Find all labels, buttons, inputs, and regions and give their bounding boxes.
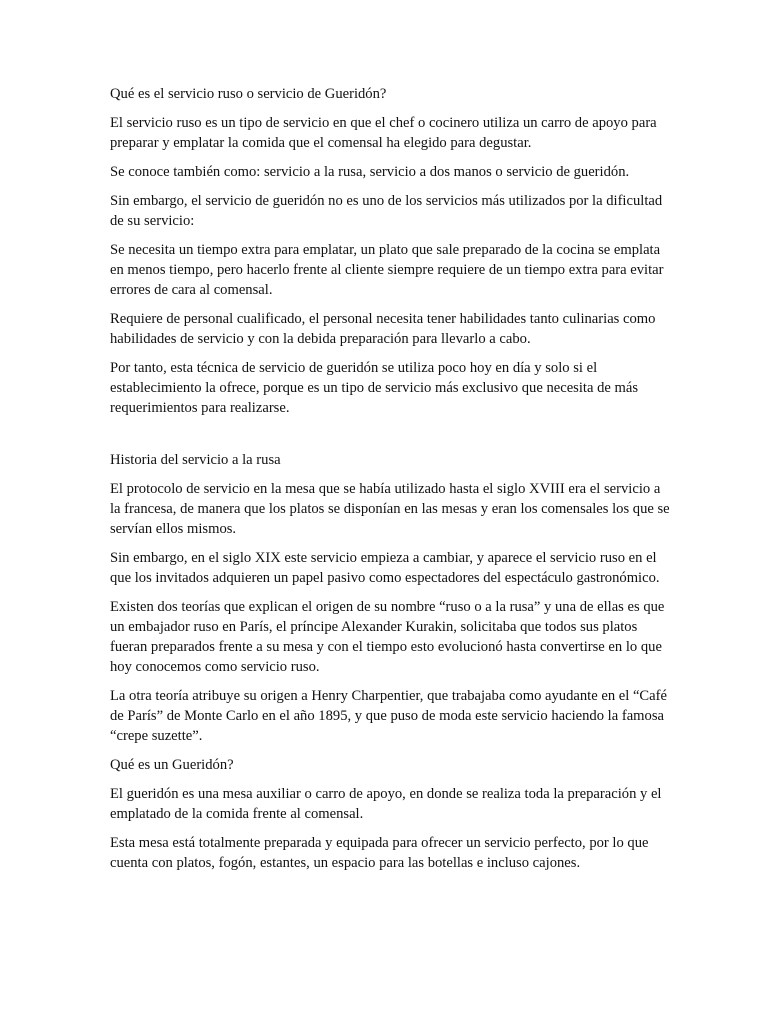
document-body [110, 84, 670, 882]
paragraph: El servicio ruso es un tipo de servicio en que el chef o cocinero utiliza un carro de apoyo para preparar y emplatar la comida que el comensal ha elegido para degustar. [110, 115, 657, 151]
paragraph: La otra teoría atribuye su origen a Henry Charpentier, que trabajaba como ayudante en el “Café de París” de Monte Carlo en el año 1895, y que puso de moda este servicio haciendo la famosa “crepe suzette”. [110, 688, 667, 744]
paragraph: Sin embargo, el servicio de gueridón no es uno de los servicios más utilizados por la dificultad de su servicio: [110, 193, 663, 229]
paragraph: El gueridón es una mesa auxiliar o carro de apoyo, en donde se realiza toda la preparación y el emplatado de la comida frente al comensal. [110, 786, 662, 822]
heading-servicio-ruso: Qué es el servicio ruso o servicio de Gueridón? [110, 86, 387, 102]
paragraph: Se conoce también como: servicio a la rusa, servicio a dos manos o servicio de gueridón. [110, 164, 630, 180]
paragraph: Se necesita un tiempo extra para emplatar, un plato que sale preparado de la cocina se emplata en menos tiempo, pero hacerlo frente al cliente siempre requiere de un tiempo extra para evitar errores de cara al comensal. [110, 242, 664, 298]
paragraph: Por tanto, esta técnica de servicio de gueridón se utiliza poco hoy en día y solo si el establecimiento la ofrece, porque es un tipo de servicio más exclusivo que necesita de más requerimientos para realizarse. [110, 360, 639, 416]
paragraph: El protocolo de servicio en la mesa que se había utilizado hasta el siglo XVIII era el servicio a la francesa, de manera que los platos se disponían en las mesas y eran los comensales los que se servían ellos mismos. [110, 481, 670, 537]
paragraph: Esta mesa está totalmente preparada y equipada para ofrecer un servicio perfecto, por lo que cuenta con platos, fogón, estantes, un espacio para las botellas e incluso cajones. [110, 835, 649, 871]
paragraph: Requiere de personal cualificado, el personal necesita tener habilidades tanto culinarias como habilidades de servicio y con la debida preparación para llevarlo a cabo. [110, 311, 656, 347]
paragraph: Existen dos teorías que explican el origen de su nombre “ruso o a la rusa” y una de ellas es que un embajador ruso en París, el príncipe Alexander Kurakin, solicitaba que todos sus platos fueran preparados frente a su mesa y con el tiempo esto evolucionó hasta convertirse en lo que hoy conocemos como servicio ruso. [110, 599, 665, 675]
paragraph: Sin embargo, en el siglo XIX este servicio empieza a cambiar, y aparece el servicio ruso en el que los invitados adquieren un papel pasivo como espectadores del espectáculo gastronómico. [110, 550, 660, 586]
heading-gueridon: Qué es un Gueridón? [110, 757, 234, 773]
heading-historia: Historia del servicio a la rusa [110, 452, 281, 468]
